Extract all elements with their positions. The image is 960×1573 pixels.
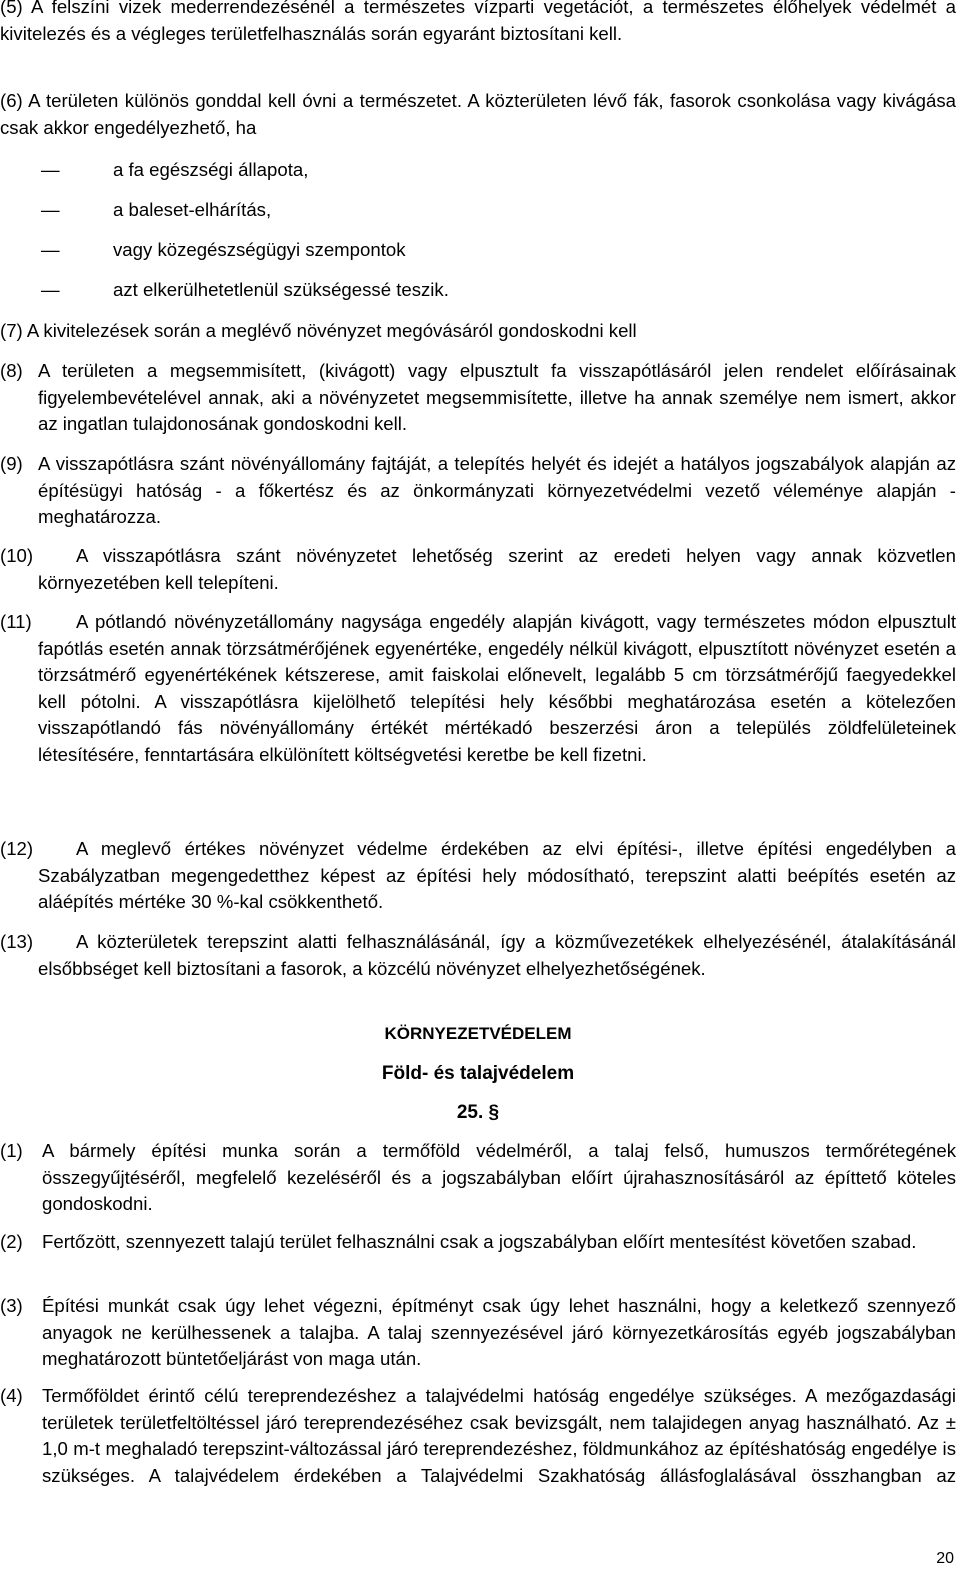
paragraph-number: (10) [0,545,34,566]
article-25-paragraph-1 [0,1138,956,1218]
section-title: KÖRNYEZETVÉDELEM [384,1024,572,1043]
dash-bullet-icon: — [41,159,60,180]
paragraph-12 [0,836,956,916]
paragraph-9 [0,451,956,531]
paragraph-10 [0,543,956,596]
article-number: 25. § [456,1102,500,1123]
article-25-paragraph-3-text: Építési munkát csak úgy lehet végezni, építményt csak úgy lehet használni, hogy a keletkező szennyező anyagok ne kerülhessenek a talajba. A talaj szennyezésével járó környezetkárosítás egyéb jogszabályban meghatározott büntetőeljárást von maga után. [42,1295,956,1369]
paragraph-5 [0,0,956,47]
article-25-paragraph-3 [0,1293,956,1373]
list-item-text: vagy közegészségügyi szempontok [113,239,406,260]
article-25-paragraph-4 [0,1383,956,1516]
list-item [41,277,449,304]
paragraph-number: (3) [0,1295,23,1316]
dash-bullet-icon: — [41,239,60,260]
page-number: 20 [936,1550,954,1567]
paragraph-11-text: A pótlandó növényzetállomány nagysága engedély alapján kivágott, vagy természetes módon elpusztult fapótlás esetén annak törzsátmérőjének egyenértéke, engedély nélkül kivágott, elpusztított növényzet esetén a törzsátmérő egyenértékének kétszerese, amit faiskolai előnevelt, legalább 5 cm törzsátmérőjű faegyedekkel kell pótolni. A visszapótlásra kijelölhető telepítési hely későbbi meghatározása esetén a kötelezően visszapótlandó fás növényállomány értékét mértékadó beszerzési áron a település zöldfelületeinek létesítésére, fenntartására elkülönített költségvetési keretbe be kell fizetni. [38,611,956,765]
paragraph-10-text: A visszapótlásra szánt növényzetet lehetőség szerint az eredeti helyen vagy annak közvetlen környezetében kell telepíteni. [38,545,956,593]
article-25-paragraph-4-text: Termőföldet érintő célú tereprendezéshez a talajvédelmi hatóság engedélye szükséges. A mezőgazdasági területek területfeltöltéssel járó tereprendezéséhez csak bevizsgált, nem talajidegen anyag használható. Az ± 1,0 m-t meghaladó terepszint-változással járó tereprendezéshez, földmunkához az építéshatóság engedélye is szükséges. A talajvédelem érdekében a Talajvédelmi Szakhatóság állásfoglalásával összhangban az [42,1385,956,1486]
paragraph-6 [0,88,956,141]
dash-bullet-icon: — [41,279,60,300]
paragraph-7 [0,318,956,345]
paragraph-number: (12) [0,838,34,859]
paragraph-number: (11) [0,611,32,632]
paragraph-number: (13) [0,931,34,952]
list-item-text: azt elkerülhetetlenül szükségessé teszik. [113,279,449,300]
list-item [41,237,406,264]
list-item-text: a fa egészségi állapota, [113,159,309,180]
list-item-text: a baleset-elhárítás, [113,199,272,220]
list-item [41,197,272,224]
dash-bullet-icon: — [41,199,60,220]
article-25-paragraph-1-text: A bármely építési munka során a termőföld védelméről, a talaj felső, humuszos termőrétegének összegyűjtéséről, megfelelő kezeléséről és a jogszabályban előírt újrahasznosításáról az építtető köteles gondoskodni. [42,1140,956,1214]
paragraph-number: (8) [0,360,23,381]
paragraph-13-text: A közterületek terepszint alatti felhasználásánál, így a közművezetékek elhelyezésénél, átalakításánál elsőbbséget kell biztosítani a fasorok, a közcélú növényzet elhelyezhetőségének. [38,931,956,979]
list-item [41,157,309,184]
paragraph-6-text: (6) A területen különös gonddal kell óvni a természetet. A közterületen lévő fák, fasorok csonkolása vagy kivágása csak akkor engedélyezhető, ha [0,90,956,138]
subsection-title: Föld- és talajvédelem [381,1063,575,1084]
paragraph-12-text: A meglevő értékes növényzet védelme érdekében az elvi építési-, illetve építési engedélyben a Szabályzatban megengedetthez képest az építési hely módosítható, terepszint alatti beépítés esetén az aláépítés mértéke 30 %-kal csökkenthető. [38,838,956,912]
paragraph-9-text: A visszapótlásra szánt növényállomány fajtáját, a telepítés helyét és idejét a hatályos jogszabályok alapján az építésügyi hatóság - a főkertész és az önkormányzati környezetvédelmi vezető véleménye alapján - meghatározza. [38,453,956,527]
paragraph-13 [0,929,956,982]
paragraph-11 [0,609,956,768]
paragraph-number: (4) [0,1385,23,1406]
paragraph-5-text: (5) A felszíni vizek mederrendezésénél a természetes vízparti vegetációt, a természetes élőhelyek védelmét a kivitelezés és a végleges területfelhasználás során egyaránt biztosítani kell. [0,0,956,44]
paragraph-number: (9) [0,453,23,474]
paragraph-8-text: A területen a megsemmisített, (kivágott) vagy elpusztult fa visszapótlásáról jelen rendelet előírásainak figyelembevételével annak, aki a növényzetet megsemmisítette, illetve ha annak személye nem ismert, akkor az ingatlan tulajdonosának gondoskodni kell. [38,360,956,434]
paragraph-number: (1) [0,1140,23,1161]
paragraph-7-text: (7) A kivitelezések során a meglévő növényzet megóvásáról gondoskodni kell [0,320,637,341]
article-25-paragraph-2-text: Fertőzött, szennyezett talajú terület felhasználni csak a jogszabályban előírt mentesítést követően szabad. [42,1231,917,1252]
article-25-paragraph-2 [0,1229,956,1256]
paragraph-number: (2) [0,1231,23,1252]
paragraph-8 [0,358,956,438]
